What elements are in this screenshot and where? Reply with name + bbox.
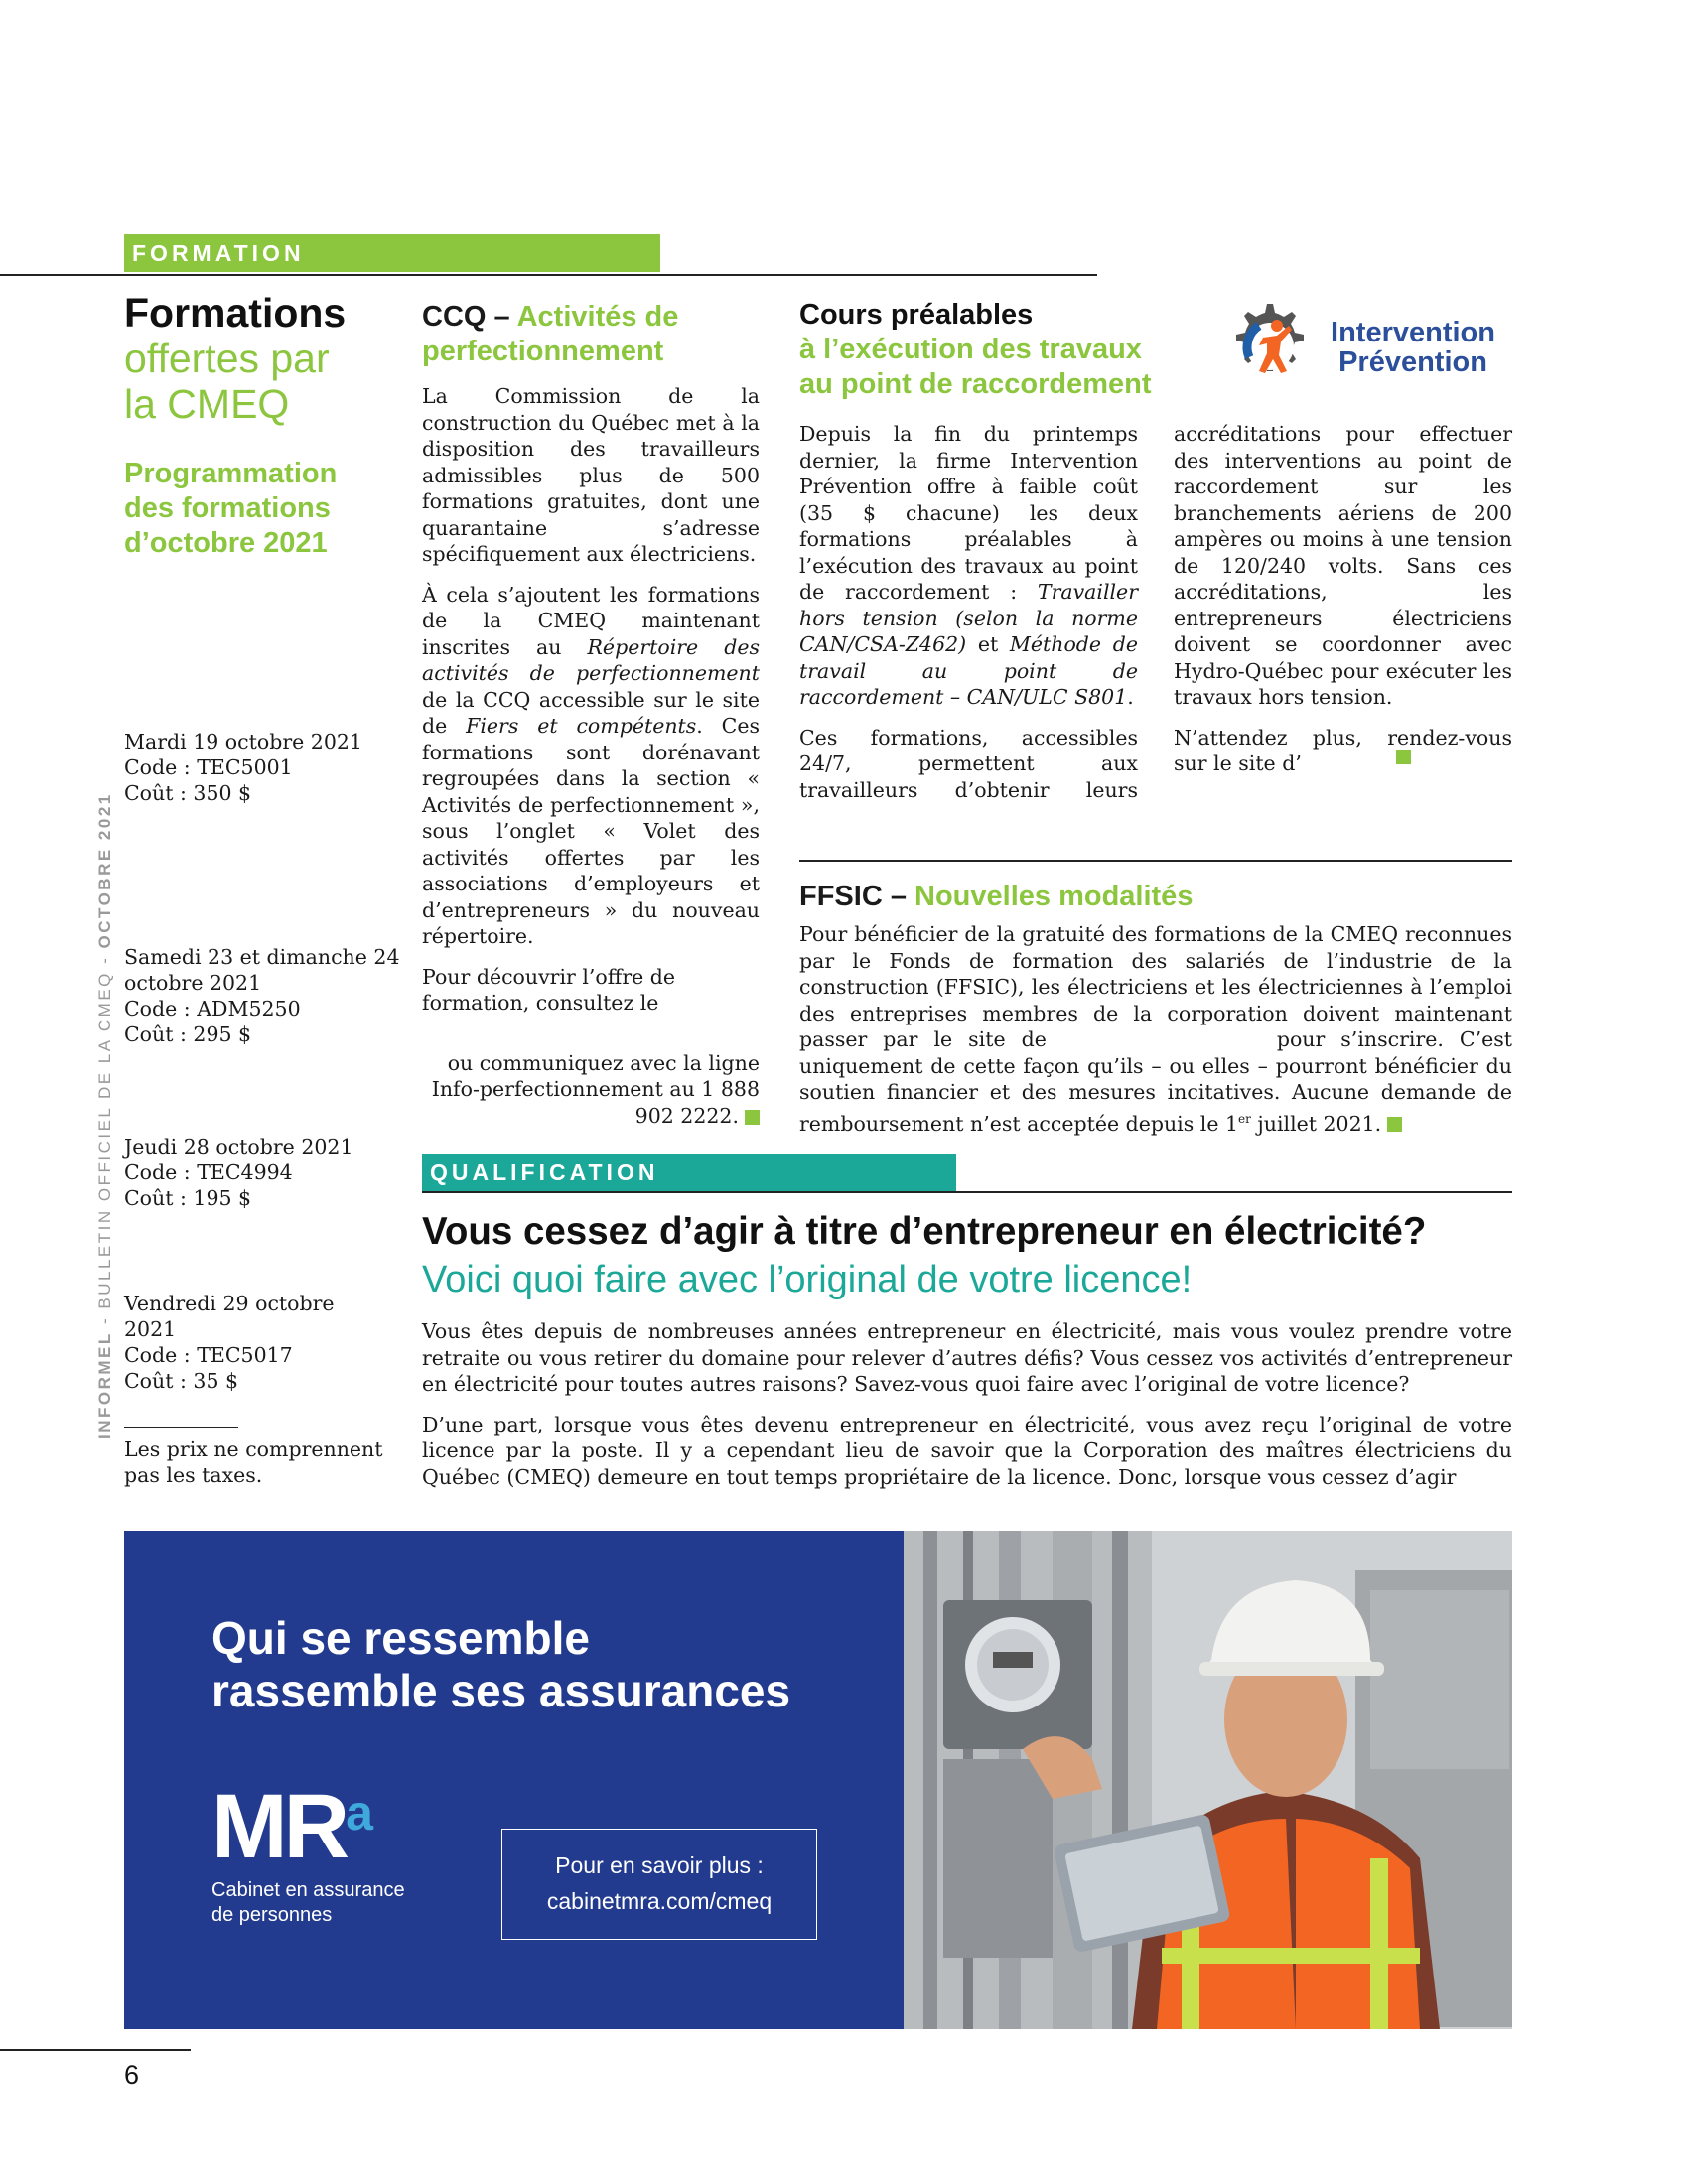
sidebar-subtitle-line3: d’octobre 2021 [124,527,328,559]
ccq-p2-a: À cela s’ajoutent les formations de la CMEQ maintenant inscrites au [422,582,760,659]
ad-cta-box[interactable] [501,1829,817,1940]
cours-body [799,421,1512,828]
mra-logo-mark [211,1776,470,1877]
ccq-paragraph-1: La Commission de la construction du Québec met à la disposition des travailleurs admissibles plus de 500 formations gratuites, dont une quarantaine s’adresse spécifiquement aux électriciens. [422,384,760,566]
ffsic-p1-a: Pour bénéficier de la gratuité des formations de la CMEQ reconnues par le Fonds de formation des salariés de l’industrie de la construction (FFSIC), les électriciens et les électriciennes à l’emploi des entreprises membres de la corporation doivent maintenant passer par le site de [799,922,1512,1051]
section-rule-top [0,274,1097,276]
intervention-prevention-logo [1219,296,1507,395]
ad-cta-link[interactable]: cabinetmra.com/cmeq [546,1888,773,1914]
vertical-label-part1: INFORMEL [95,1331,114,1439]
ffsic-heading-prefix: FFSIC – [799,881,915,912]
session-cost: Coût : 350 $ [124,781,252,805]
session-cost: Coût : 195 $ [124,1186,252,1210]
logo-text-line2: Prévention [1338,346,1487,378]
vertical-label-part3: OCTOBRE 2021 [95,792,114,949]
section-label-formation: FORMATION [124,234,660,272]
session-date: Jeudi 28 octobre 2021 [124,1135,353,1159]
mra-logo-tagline-line2: de personnes [211,1904,333,1926]
session-date: Vendredi 29 octobre 2021 [124,1292,335,1341]
sidebar-title-line1: Formations [124,290,347,336]
qualif-title: Vous cessez d’agir à titre d’entrepreneur en électricité? [422,1210,1427,1253]
ccq-heading-prefix: CCQ – [422,301,517,333]
ccq-p2-c: de la CCQ accessible sur le site de [422,687,760,738]
ccq-p2-b: Répertoire des activités de perfectionnement [422,634,760,685]
end-square-icon [1387,1117,1402,1132]
ffsic-heading-green: Nouvelles modalités [914,881,1194,912]
sidebar-title [124,290,412,427]
mra-logo-sup: a [346,1785,373,1841]
ccq-p3-text: Pour découvrir l’offre de formation, consultez le [422,964,676,1015]
cours-p1-c: et [966,632,1010,656]
cours-p1-d: Méthode de travail au point de raccordement – CAN/ULC S801 [799,632,1138,709]
ffsic-p1-c: juillet 2021. [1250,1111,1382,1136]
session-cost: Coût : 35 $ [124,1369,239,1393]
ffsic-paragraph [799,921,1512,1137]
ffsic-rule [799,860,1512,862]
mra-logo-tagline-line1: Cabinet en assurance [211,1879,405,1901]
cours-p1-a: Depuis la fin du printemps dernier, la firme Intervention Prévention offre à faible coût (35 $ chacune) les deux formations préalables à l’exécution des travaux au point de raccordement : [799,422,1138,604]
logo-text [1319,318,1507,377]
session-code: Code : ADM5250 [124,997,301,1021]
mra-logo [211,1776,470,1928]
sidebar-title-line3: la CMEQ [124,381,290,427]
ccq-p4-text: ou communiquez avec la ligne Info-perfectionnement au 1 888 902 2222. [431,1050,760,1128]
qualif-subtitle: Voici quoi faire avec l’original de votre licence! [422,1259,1193,1300]
cours-end-square-icon [1396,750,1411,764]
gear-person-icon [1219,296,1315,391]
sidebar-subtitle-line1: Programmation [124,458,338,489]
ad-headline-line2: rassemble ses assurances [211,1665,791,1716]
session-code: Code : TEC5017 [124,1343,293,1367]
mra-advertisement[interactable] [124,1531,1512,2029]
session-date: Samedi 23 et dimanche 24 octobre 2021 [124,945,400,995]
ccq-heading-green: Activités de perfectionnement [422,301,679,367]
session-date: Mardi 19 octobre 2021 [124,730,362,753]
ffsic-p1-sup: er [1238,1111,1251,1126]
cours-p1-e: . [1127,685,1134,709]
mra-logo-tagline [211,1878,470,1928]
vertical-running-label [95,745,119,1439]
qualif-paragraph-1: Vous êtes depuis de nombreuses années entrepreneur en électricité, mais vous voulez prendre votre retraite ou vous retirer du domaine pour relever d’autres défis? Vous cessez vos activités d’entrepreneur en électricité pour toutes autres raisons? Savez-vous quoi faire avec l’original de votre licence? [422,1319,1512,1396]
ccq-paragraph-2 [422,582,760,950]
mra-logo-main: MR [211,1776,347,1877]
cours-paragraph-2: Ces formations, accessibles 24/7, permettent aux travailleurs d’obtenir leurs accréditations pour effectuer des interventions au point de raccordement sur les branchements aériens de 200 ampères ou moins à une tension de 120/240 volts. Sans ces accréditations, les entrepreneurs électriciens doivent se coordonner avec Hydro-Québec pour exécuter les travaux hors tension. [799,422,1512,802]
section-label-qualification: QUALIFICATION [422,1154,956,1191]
sidebar-note-rule [124,1427,238,1428]
ad-cta-line1: Pour en savoir plus : [555,1852,764,1878]
ad-photo-electrician [904,1531,1512,2029]
qualif-paragraph-2: D’une part, lorsque vous êtes devenu entrepreneur en électricité, vous avez reçu l’original de votre licence par la poste. Il y a cependant lieu de savoir que la Corporation des maîtres électriciens du Québec (CMEQ) demeure en tout temps propriétaire de la licence. Donc, lorsque vous cessez d’agir [422,1412,1512,1489]
ccq-p2-e: . Ces formations sont dorénavant regroupées dans la section « Activités de perfectionnement », sous l’onglet « Volet des activités offertes par les associations d’employeurs et d’entrepreneurs » du nouveau répertoire. [422,714,761,948]
logo-text-line1: Intervention [1331,317,1495,348]
sidebar-subtitle [124,457,412,561]
ccq-body [422,383,760,1129]
session-2 [124,944,407,1047]
ccq-link-gap [422,1017,760,1050]
ccq-paragraph-4 [422,1050,760,1130]
sidebar-note: Les prix ne comprennent pas les taxes. [124,1437,383,1487]
qualification-rule [422,1191,1512,1193]
ccq-paragraph-3 [422,964,760,1017]
cours-paragraph-1 [799,421,1138,711]
cours-p1-b: Travailler hors tension (selon la norme CAN/CSA-Z462) [799,580,1138,656]
footer-rule [0,2049,191,2051]
ffsic-body [799,921,1512,1137]
cours-heading-black: Cours préalables [799,299,1034,331]
ad-headline [211,1612,847,1717]
session-4 [124,1291,362,1394]
session-3 [124,1134,397,1211]
session-1 [124,729,397,806]
cours-paragraph-3: N’attendez plus, rendez-vous sur le site d’ [1174,725,1512,775]
vertical-label-part2: - BULLETIN OFFICIEL DE LA CMEQ - [95,948,114,1332]
ffsic-heading [799,880,1512,913]
ccq-heading [422,300,760,369]
page-number: 6 [124,2060,140,2090]
session-code: Code : TEC5001 [124,755,293,779]
end-square-icon [745,1110,760,1125]
ad-headline-line1: Qui se ressemble [211,1612,590,1664]
cours-heading-green: à l’exécution des travaux au point de raccordement [799,334,1152,400]
ccq-p2-d: Fiers et compétents [466,714,697,738]
qualif-body [422,1318,1512,1490]
sidebar-title-line2: offertes par [124,336,330,381]
session-cost: Coût : 295 $ [124,1023,252,1046]
cours-heading [799,298,1177,402]
session-code: Code : TEC4994 [124,1160,293,1184]
sidebar-subtitle-line2: des formations [124,492,331,524]
ffsic-p1-b: pour s’inscrire. C’est uniquement de cette façon qu’ils – ou elles – pourront bénéficier du soutien financier et des mesures incitatives. Aucune demande de remboursement n’est acceptée depuis le 1 [799,1027,1512,1136]
